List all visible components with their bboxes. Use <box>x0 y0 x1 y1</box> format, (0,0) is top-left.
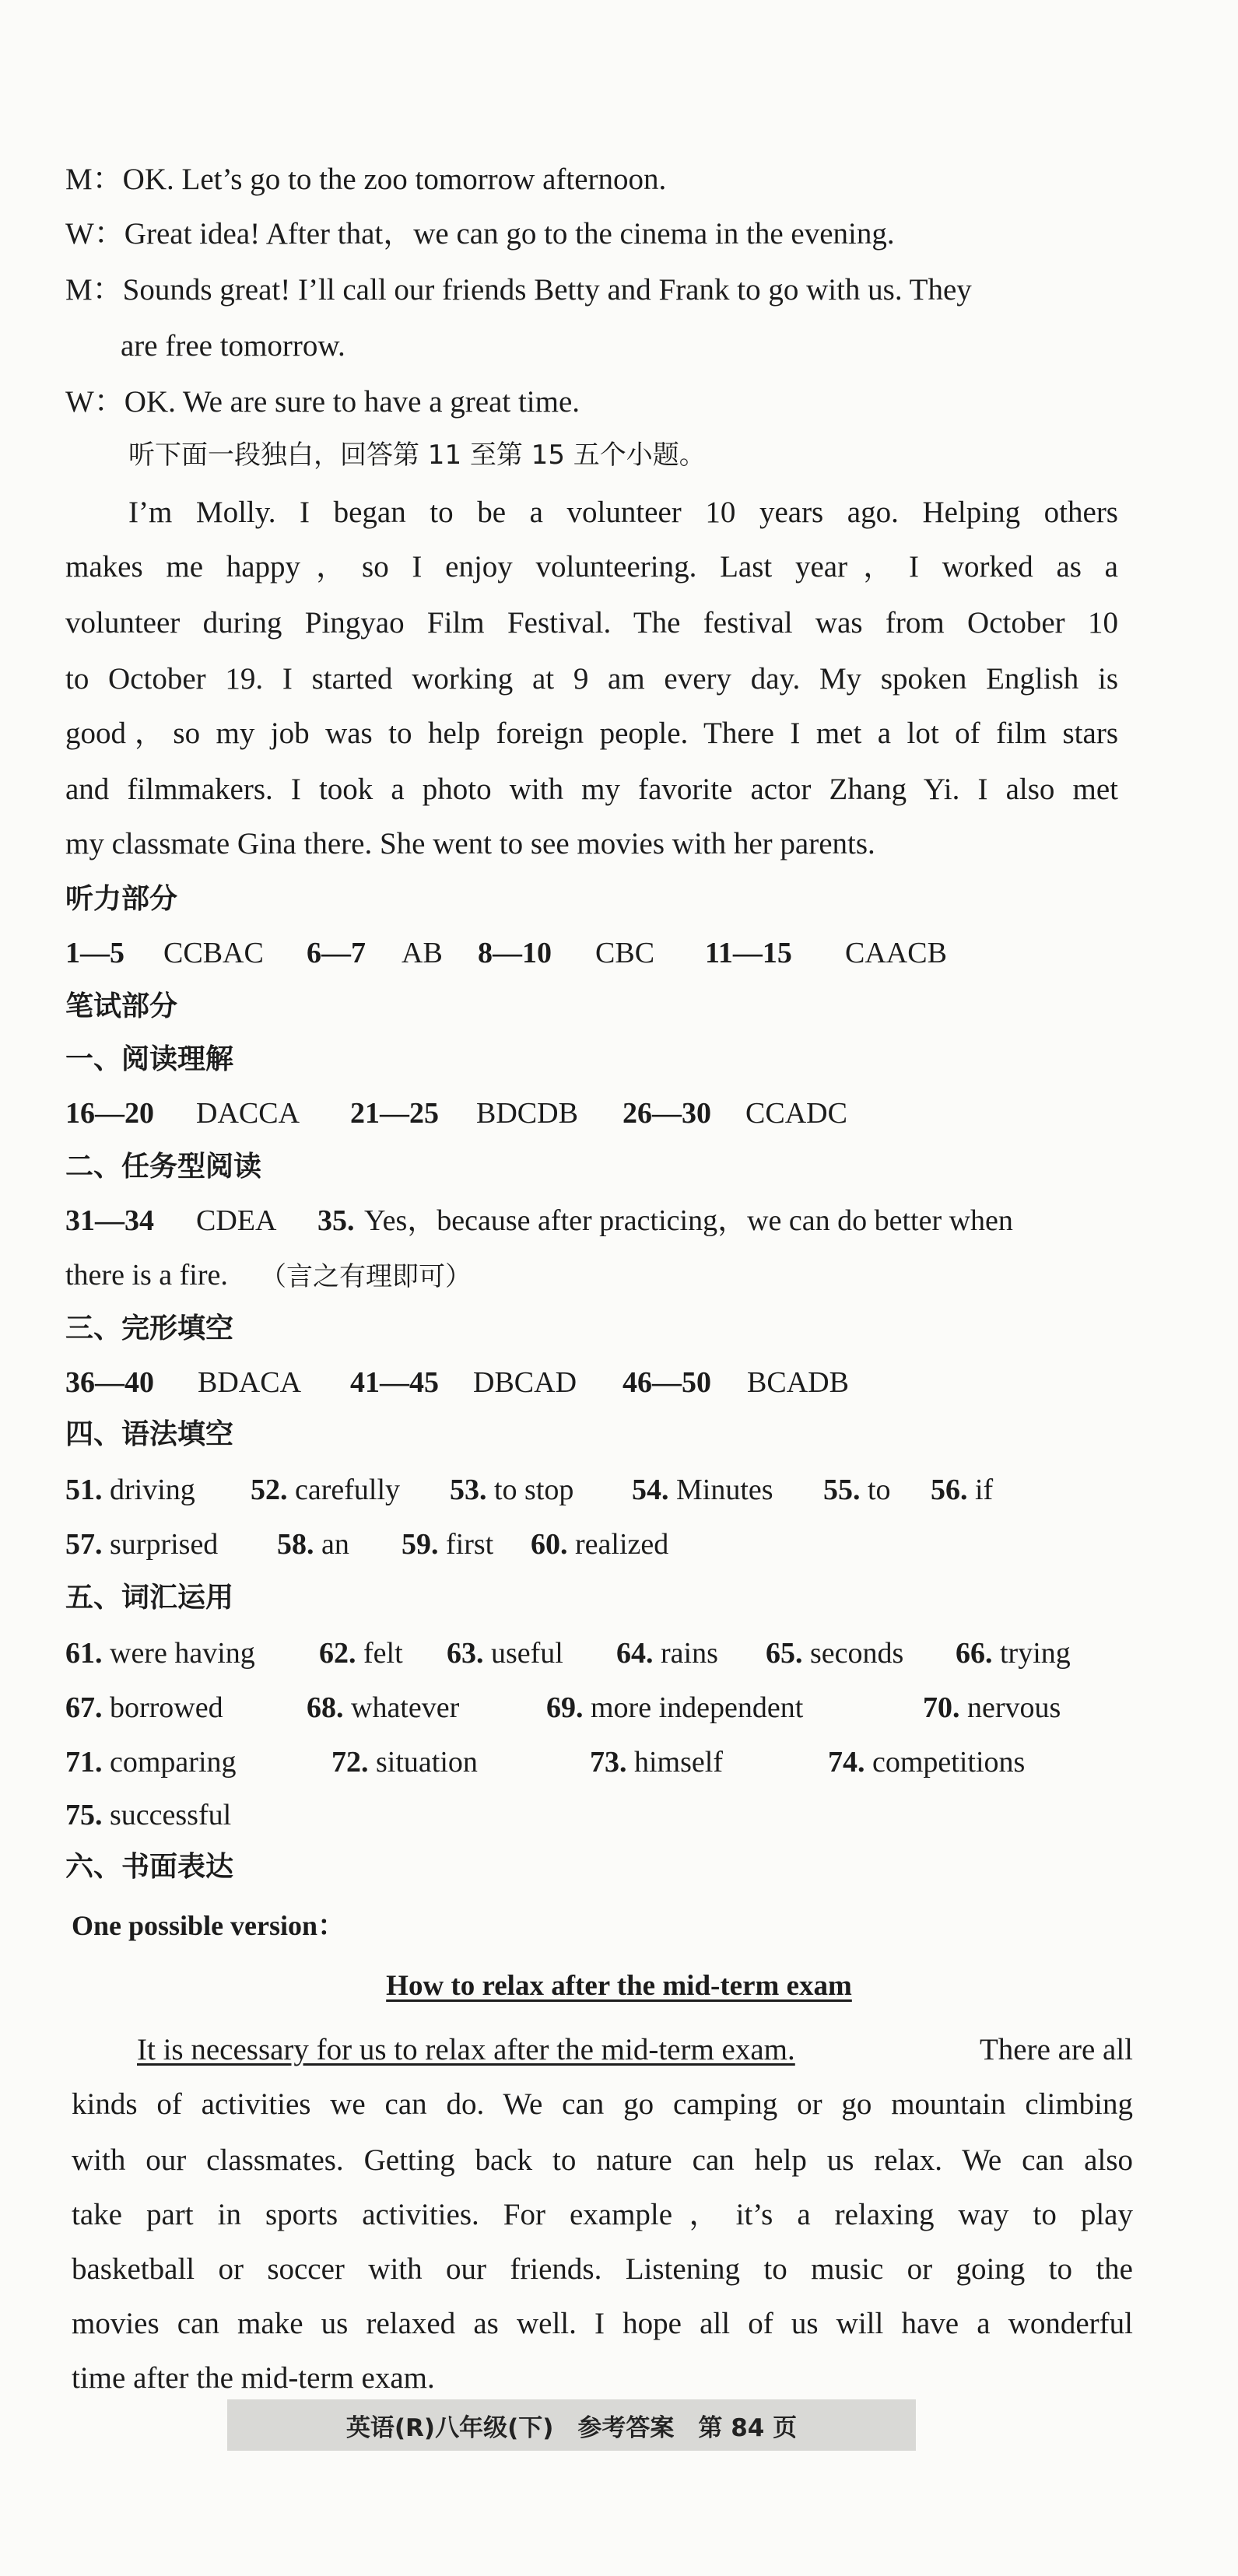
question-number: 75. <box>65 1799 103 1831</box>
essay-label: One possible version： <box>72 1910 346 1941</box>
question-range: 36—40 <box>65 1366 154 1399</box>
question-number: 51. <box>65 1474 103 1506</box>
question-number: 66. <box>956 1637 993 1670</box>
answer-value: competitions <box>872 1746 1026 1779</box>
section-heading-reading: 一、阅读理解 <box>65 1043 234 1075</box>
answer-value: realized <box>575 1528 669 1561</box>
question-number: 63. <box>447 1637 484 1670</box>
answer-value: CAACB <box>845 937 947 969</box>
question-number: 56. <box>931 1474 968 1506</box>
dialogue-line: W：Great idea! After that，we can go to the cinema in the evening. <box>65 217 895 251</box>
question-range: 11—15 <box>705 937 792 969</box>
section-heading-grammar: 四、语法填空 <box>65 1418 234 1450</box>
answer-value: nervous <box>967 1691 1061 1724</box>
answer-value: carefully <box>295 1474 401 1506</box>
question-number: 65. <box>766 1637 803 1670</box>
monologue-line: volunteer during Pingyao Film Festival. The festival was from October 10 <box>65 606 1118 640</box>
question-number: 69. <box>546 1691 584 1724</box>
answer-value: BDCDB <box>476 1097 578 1130</box>
question-number: 72. <box>331 1746 369 1779</box>
question-range: 46—50 <box>623 1366 711 1399</box>
answer-value: trying <box>1000 1637 1071 1670</box>
essay-line: take part in sports activities. For example，it’s a relaxing way to play <box>72 2198 1133 2231</box>
dialogue-line: are free tomorrow. <box>121 329 345 363</box>
answer-value: Minutes <box>676 1474 773 1506</box>
answer-value: to stop <box>494 1474 574 1506</box>
dialogue-line: W：OK. We are sure to have a great time. <box>65 385 580 419</box>
answer-value: whatever <box>351 1691 460 1724</box>
section-heading-listening: 听力部分 <box>65 883 178 915</box>
answer-value: AB <box>402 937 443 969</box>
question-range: 8—10 <box>478 937 552 969</box>
answer-value: rains <box>661 1637 718 1670</box>
essay-line <box>137 2032 1133 2068</box>
dialogue-line: M：Sounds great! I’ll call our friends Betty and Frank to go with us. They <box>65 273 972 307</box>
answer-note: （言之有理即可） <box>260 1261 472 1292</box>
question-number: 54. <box>632 1474 669 1506</box>
section-heading-cloze: 三、完形填空 <box>65 1313 234 1344</box>
monologue-line: makes me happy，so I enjoy volunteering. Last year，I worked as a <box>65 550 1118 584</box>
question-number: 74. <box>828 1746 865 1779</box>
question-range: 1—5 <box>65 937 125 969</box>
answer-value: BCADB <box>747 1366 849 1399</box>
answer-value: comparing <box>110 1746 237 1779</box>
question-number: 35. <box>317 1204 355 1237</box>
answer-value: CCBAC <box>163 937 264 969</box>
answer-value: CCADC <box>745 1097 847 1130</box>
monologue-line: good，so my job was to help foreign people. There I met a lot of film stars <box>65 717 1118 750</box>
section-heading-task-reading: 二、任务型阅读 <box>65 1151 262 1183</box>
answer-value: Yes，because after practicing，we can do better when <box>364 1204 1013 1237</box>
question-range: 16—20 <box>65 1097 154 1130</box>
question-number: 59. <box>402 1528 439 1561</box>
answer-value: if <box>975 1474 994 1506</box>
essay-topic-sentence: It is necessary for us to relax after the mid-term exam. <box>137 2033 795 2066</box>
answer-value: useful <box>491 1637 563 1670</box>
essay-line: kinds of activities we can do. We can go camping or go mountain climbing <box>72 2087 1133 2121</box>
question-number: 64. <box>616 1637 654 1670</box>
answer-value: CDEA <box>196 1204 277 1237</box>
monologue-intro: 听下面一段独白，回答第 11 至第 15 五个小题。 <box>128 440 706 471</box>
answer-value: to <box>868 1474 891 1506</box>
question-number: 58. <box>277 1528 314 1561</box>
answer-value: CBC <box>595 937 655 969</box>
section-heading-writing-task: 六、书面表达 <box>65 1851 234 1883</box>
essay-line: basketball or soccer with our friends. Listening to music or going to the <box>72 2252 1133 2286</box>
answer-value: BDACA <box>198 1366 302 1399</box>
question-number: 52. <box>251 1474 288 1506</box>
question-range: 6—7 <box>307 937 366 969</box>
answer-value: himself <box>634 1746 723 1779</box>
essay-line: with our classmates. Getting back to nature can help us relax. We can also <box>72 2143 1133 2177</box>
answer-value: successful <box>110 1799 232 1831</box>
question-number: 53. <box>450 1474 487 1506</box>
dialogue-line: M：OK. Let’s go to the zoo tomorrow afternoon. <box>65 163 667 196</box>
question-number: 68. <box>307 1691 344 1724</box>
question-number: 67. <box>65 1691 103 1724</box>
question-number: 70. <box>923 1691 960 1724</box>
monologue-line: my classmate Gina there. She went to see movies with her parents. <box>65 827 875 860</box>
question-number: 55. <box>823 1474 861 1506</box>
essay-title: How to relax after the mid-term exam <box>386 1970 852 2002</box>
monologue-line: I’m Molly. I began to be a volunteer 10 years ago. Helping others <box>128 496 1118 529</box>
question-range: 41—45 <box>350 1366 439 1399</box>
question-number: 57. <box>65 1528 103 1561</box>
answer-value: driving <box>110 1474 195 1506</box>
question-number: 60. <box>531 1528 568 1561</box>
answer-value: felt <box>363 1637 403 1670</box>
section-heading-writing: 笔试部分 <box>65 990 178 1022</box>
answer-value: first <box>446 1528 494 1561</box>
essay-line-rest: There are all <box>979 2033 1133 2066</box>
answer-value: more independent <box>591 1691 804 1724</box>
answer-value: there is a fire. <box>65 1259 228 1292</box>
essay-line: movies can make us relaxed as well. I hope all of us will have a wonderful <box>72 2307 1133 2340</box>
essay-line: time after the mid-term exam. <box>72 2361 435 2395</box>
question-range: 21—25 <box>350 1097 439 1130</box>
section-heading-vocabulary: 五、词汇运用 <box>65 1582 234 1614</box>
monologue-line: and filmmakers. I took a photo with my favorite actor Zhang Yi. I also met <box>65 773 1118 806</box>
answer-value: surprised <box>110 1528 219 1561</box>
answer-value: situation <box>376 1746 478 1779</box>
question-range: 26—30 <box>623 1097 711 1130</box>
question-number: 62. <box>319 1637 356 1670</box>
answer-value: an <box>321 1528 349 1561</box>
page-footer: 英语(R)八年级(下) 参考答案 第 84 页 <box>227 2399 916 2451</box>
question-number: 73. <box>590 1746 627 1779</box>
answer-value: DBCAD <box>473 1366 577 1399</box>
answer-value: were having <box>110 1637 255 1670</box>
answer-value: seconds <box>810 1637 904 1670</box>
question-number: 61. <box>65 1637 103 1670</box>
question-range: 31—34 <box>65 1204 154 1237</box>
monologue-line: to October 19. I started working at 9 am every day. My spoken English is <box>65 662 1118 696</box>
answer-value: borrowed <box>110 1691 223 1724</box>
answer-value: DACCA <box>196 1097 300 1130</box>
question-number: 71. <box>65 1746 103 1779</box>
